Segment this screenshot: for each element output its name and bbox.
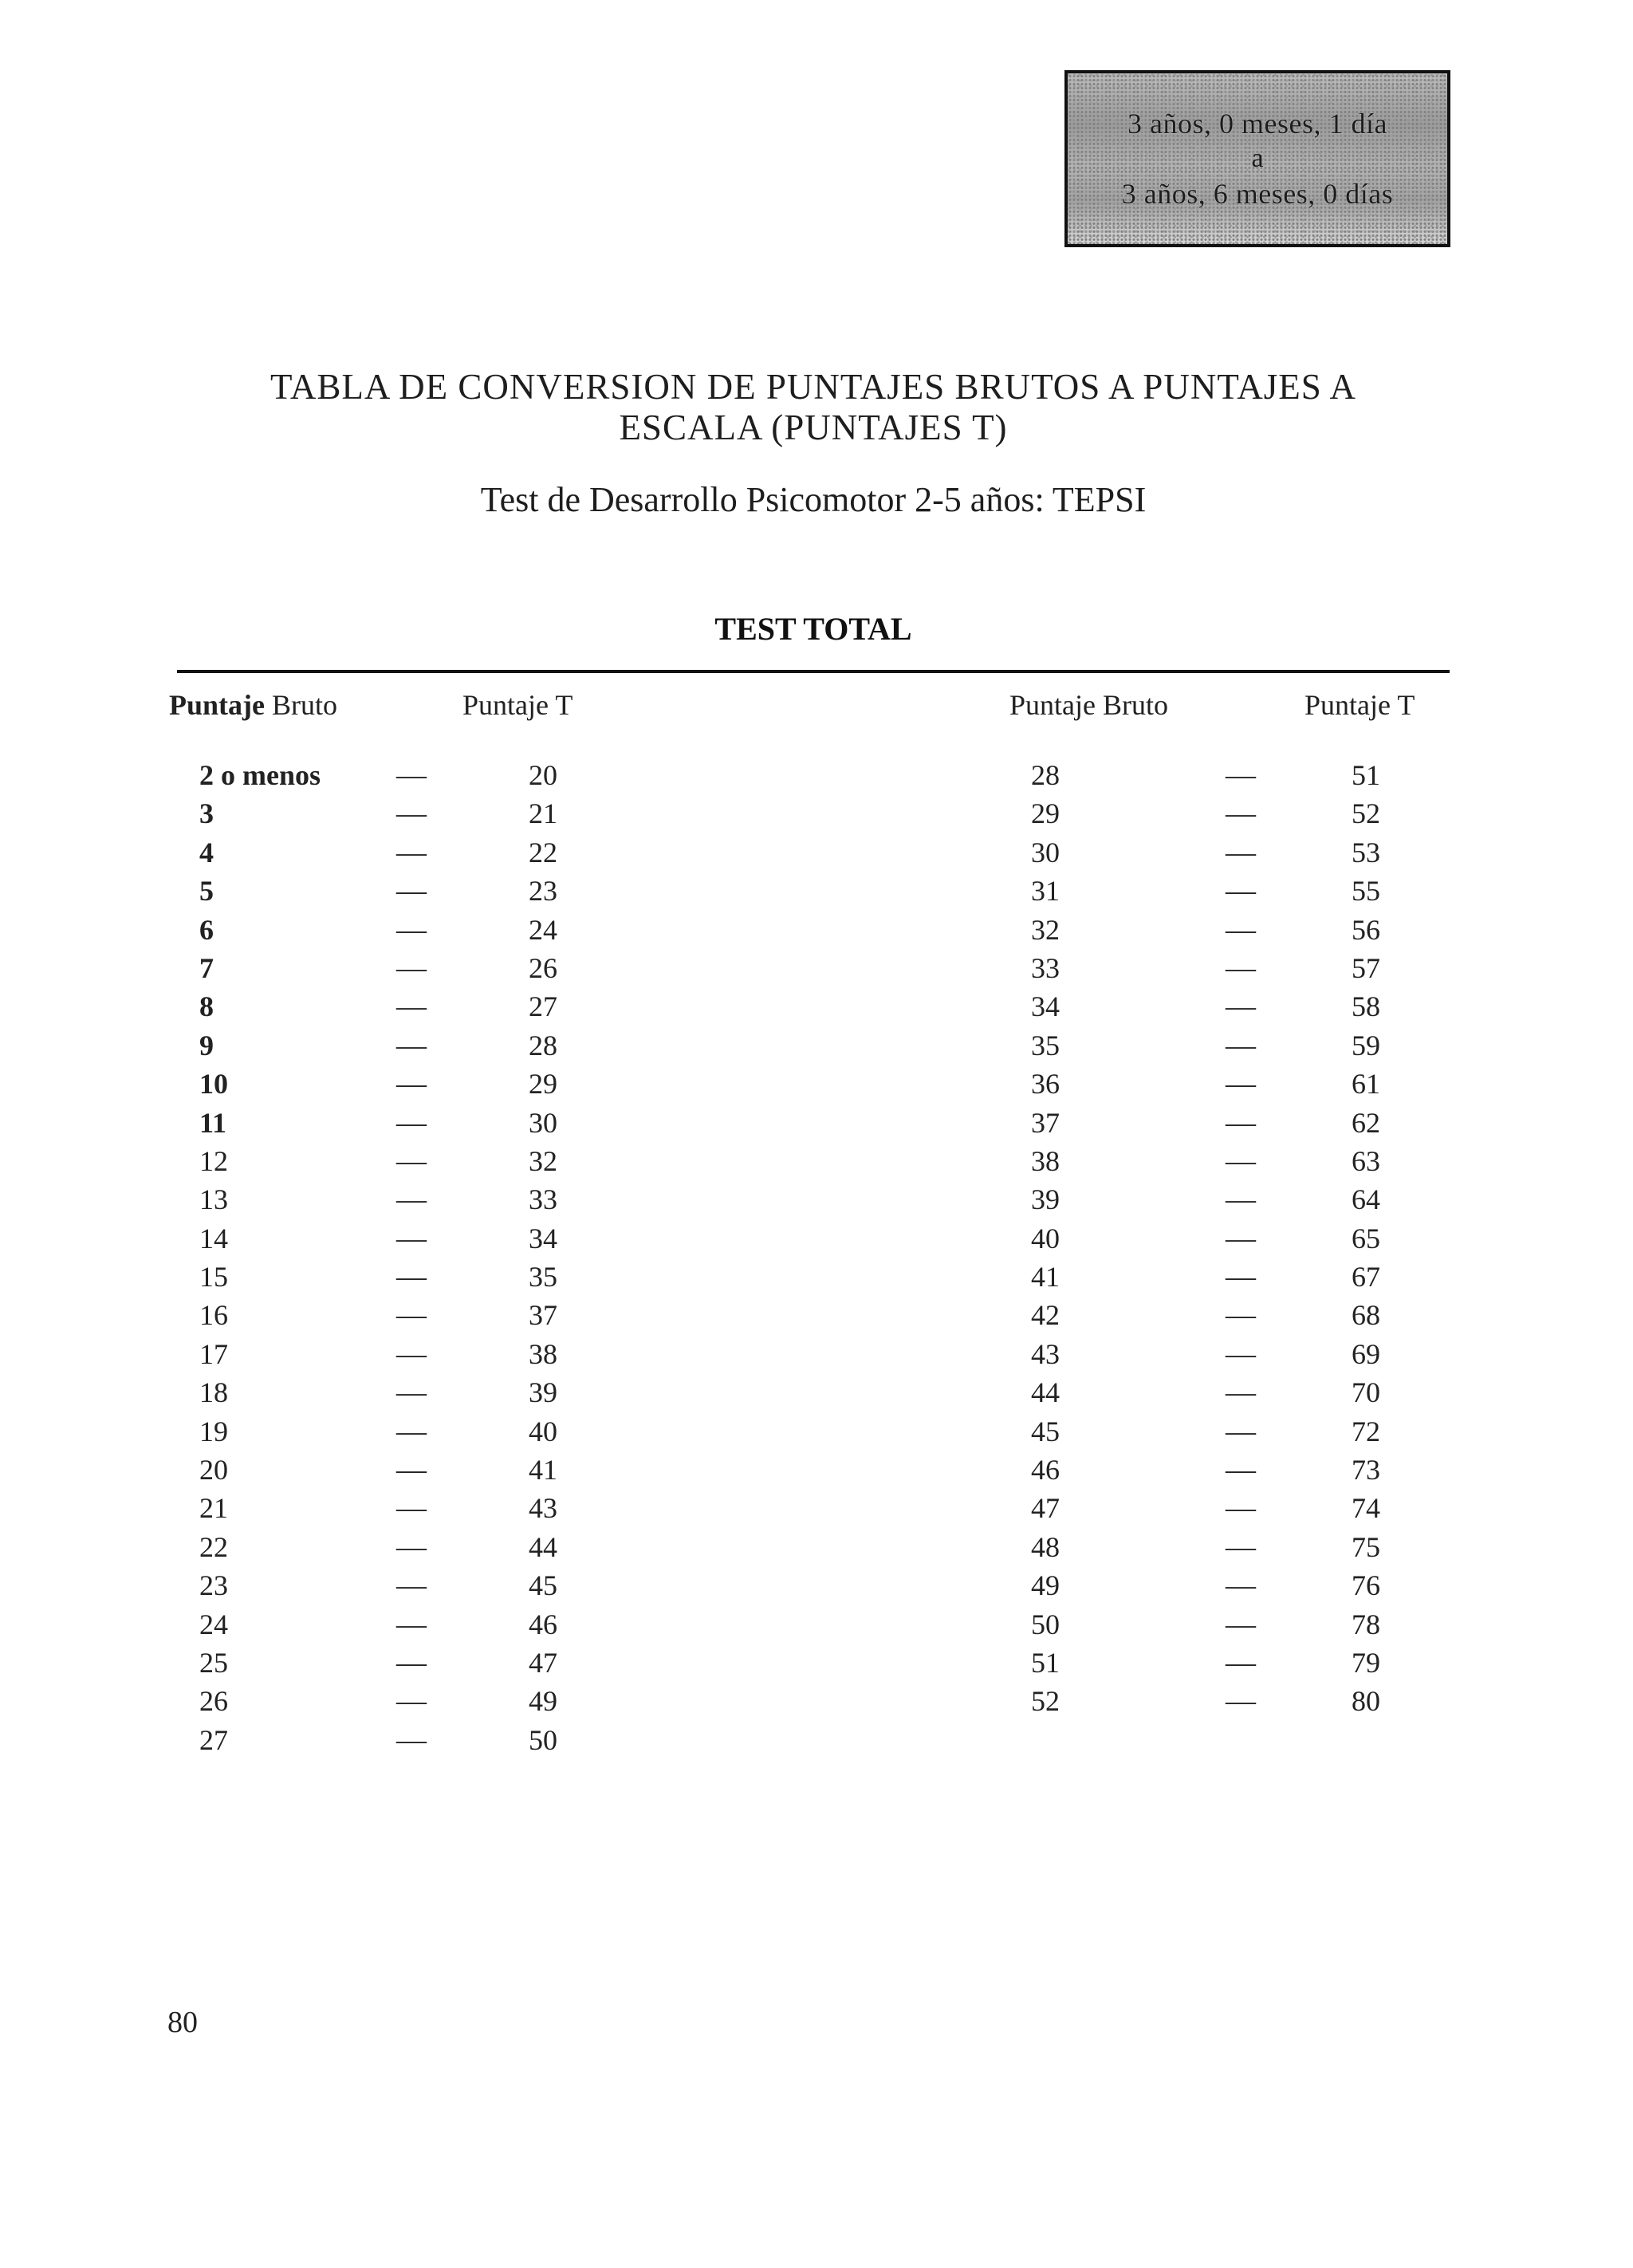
right-dash: — (1226, 1491, 1256, 1526)
page-number: 80 (167, 2006, 198, 2039)
left-raw-value: 11 (199, 1106, 227, 1139)
left-t-value: 28 (529, 1029, 557, 1061)
right-raw-value: 43 (1031, 1337, 1060, 1370)
left-raw-value: 15 (199, 1261, 228, 1293)
left-raw-value: 21 (199, 1492, 228, 1525)
right-dash: — (1226, 1530, 1256, 1564)
right-raw-value: 40 (1031, 1222, 1060, 1254)
left-t-value: 47 (529, 1646, 557, 1679)
right-dash-column (1217, 756, 1265, 1721)
right-raw-value: 51 (1031, 1646, 1060, 1679)
right-t-value: 70 (1352, 1376, 1380, 1409)
right-t-value: 79 (1352, 1646, 1380, 1679)
left-dash: — (396, 1414, 427, 1448)
left-dash: — (396, 1028, 427, 1062)
left-raw-value: 26 (199, 1685, 228, 1718)
right-raw-value: 34 (1031, 990, 1060, 1023)
left-dash: — (396, 874, 427, 908)
right-t-value: 75 (1352, 1530, 1380, 1563)
right-raw-value: 28 (1031, 759, 1060, 791)
left-t-value: 37 (529, 1299, 557, 1332)
right-t-value: 64 (1352, 1183, 1380, 1216)
left-t-value: 39 (529, 1376, 557, 1409)
right-raw-value: 32 (1031, 913, 1060, 946)
left-dash: — (396, 1491, 427, 1526)
left-t-value: 41 (529, 1454, 557, 1486)
right-t-value: 58 (1352, 990, 1380, 1023)
left-raw-value: 12 (199, 1144, 228, 1177)
right-dash: — (1226, 1144, 1256, 1178)
left-raw-value: 13 (199, 1183, 228, 1216)
right-raw-value: 37 (1031, 1106, 1060, 1139)
left-t-value: 38 (529, 1337, 557, 1370)
left-raw-value: 23 (199, 1569, 228, 1602)
left-dash: — (396, 797, 427, 831)
right-t-value: 67 (1352, 1261, 1380, 1293)
right-dash: — (1226, 1376, 1256, 1410)
right-dash: — (1226, 1105, 1256, 1140)
right-t-column (1340, 756, 1392, 1721)
left-raw-value: 3 (199, 797, 214, 830)
right-t-value: 65 (1352, 1222, 1380, 1254)
left-raw-value: 24 (199, 1608, 228, 1640)
document-title-line-2: ESCALA (PUNTAJES T) (619, 408, 1008, 447)
header-left-raw-bold: Puntaje (169, 689, 265, 721)
right-t-value: 74 (1352, 1492, 1380, 1525)
left-dash: — (396, 1645, 427, 1679)
right-raw-value: 50 (1031, 1608, 1060, 1640)
left-raw-value: 14 (199, 1222, 228, 1254)
left-t-column (517, 756, 569, 1759)
header-left-raw (169, 687, 337, 723)
left-dash: — (396, 1105, 427, 1140)
left-dash: — (396, 1684, 427, 1719)
age-range-box (1064, 70, 1450, 247)
right-raw-value: 48 (1031, 1530, 1060, 1563)
left-raw-value: 27 (199, 1723, 228, 1756)
right-raw-value: 36 (1031, 1068, 1060, 1101)
right-dash: — (1226, 1260, 1256, 1294)
left-raw-value: 4 (199, 836, 214, 868)
right-raw-value: 31 (1031, 875, 1060, 908)
right-dash: — (1226, 1414, 1256, 1448)
right-dash: — (1226, 758, 1256, 792)
right-raw-value: 39 (1031, 1183, 1060, 1216)
right-dash: — (1226, 797, 1256, 831)
right-dash: — (1226, 1183, 1256, 1217)
left-raw-value: 20 (199, 1454, 228, 1486)
right-t-value: 61 (1352, 1068, 1380, 1101)
right-t-value: 56 (1352, 913, 1380, 946)
left-dash: — (396, 990, 427, 1024)
right-dash: — (1226, 1684, 1256, 1719)
left-t-value: 27 (529, 990, 557, 1023)
header-right-raw: Puntaje Bruto (1009, 689, 1168, 721)
right-raw-value: 52 (1031, 1685, 1060, 1718)
header-right-t: Puntaje T (1304, 689, 1415, 721)
left-t-value: 50 (529, 1723, 557, 1756)
right-t-value: 55 (1352, 875, 1380, 908)
section-title: TEST TOTAL (714, 611, 912, 647)
left-dash: — (396, 1530, 427, 1564)
left-t-value: 35 (529, 1261, 557, 1293)
left-dash: — (396, 1183, 427, 1217)
right-t-value: 52 (1352, 797, 1380, 830)
left-t-value: 33 (529, 1183, 557, 1216)
right-raw-value: 42 (1031, 1299, 1060, 1332)
left-t-value: 34 (529, 1222, 557, 1254)
right-raw-value: 33 (1031, 951, 1060, 984)
left-raw-value: 7 (199, 951, 214, 984)
left-dash: — (396, 1453, 427, 1487)
left-dash: — (396, 1723, 427, 1757)
right-dash: — (1226, 1221, 1256, 1255)
right-raw-value: 46 (1031, 1454, 1060, 1486)
right-raw-value: 35 (1031, 1029, 1060, 1061)
left-t-value: 45 (529, 1569, 557, 1602)
left-raw-value: 8 (199, 990, 214, 1023)
left-dash: — (396, 1569, 427, 1603)
age-range-start: 3 años, 0 meses, 1 día (1127, 108, 1387, 140)
right-raw-value: 29 (1031, 797, 1060, 830)
right-t-value: 59 (1352, 1029, 1380, 1061)
right-t-value: 69 (1352, 1337, 1380, 1370)
right-t-value: 73 (1352, 1454, 1380, 1486)
right-dash: — (1226, 1453, 1256, 1487)
left-dash: — (396, 1376, 427, 1410)
left-t-value: 20 (529, 759, 557, 791)
right-raw-value: 38 (1031, 1144, 1060, 1177)
right-t-value: 80 (1352, 1685, 1380, 1718)
document-title-line-1: TABLA DE CONVERSION DE PUNTAJES BRUTOS A PUNTAJES A (270, 367, 1357, 407)
right-raw-value: 45 (1031, 1415, 1060, 1447)
header-left-t: Puntaje T (462, 689, 573, 721)
left-raw-value: 25 (199, 1646, 228, 1679)
right-dash: — (1226, 1607, 1256, 1641)
right-dash: — (1226, 1028, 1256, 1062)
right-raw-value: 47 (1031, 1492, 1060, 1525)
right-t-value: 78 (1352, 1608, 1380, 1640)
right-dash: — (1226, 1337, 1256, 1371)
left-t-value: 24 (529, 913, 557, 946)
left-t-value: 40 (529, 1415, 557, 1447)
left-raw-value: 22 (199, 1530, 228, 1563)
left-raw-column (199, 756, 321, 1759)
right-t-value: 63 (1352, 1144, 1380, 1177)
age-range-connector: a (1251, 144, 1264, 173)
left-dash: — (396, 1221, 427, 1255)
right-t-value: 62 (1352, 1106, 1380, 1139)
left-raw-value: 9 (199, 1029, 214, 1061)
right-dash: — (1226, 951, 1256, 985)
right-dash: — (1226, 912, 1256, 947)
right-t-value: 57 (1352, 951, 1380, 984)
left-raw-value: 2 o menos (199, 759, 321, 791)
header-left-raw-rest: Bruto (265, 689, 338, 721)
right-dash: — (1226, 1067, 1256, 1101)
header-rule (177, 670, 1450, 673)
left-t-value: 29 (529, 1068, 557, 1101)
left-raw-value: 10 (199, 1068, 228, 1101)
right-raw-value: 49 (1031, 1569, 1060, 1602)
right-dash: — (1226, 1645, 1256, 1679)
left-raw-value: 18 (199, 1376, 228, 1409)
left-dash: — (396, 1607, 427, 1641)
left-t-value: 26 (529, 951, 557, 984)
left-dash: — (396, 1337, 427, 1371)
document-subtitle: Test de Desarrollo Psicomotor 2-5 años: TEPSI (480, 480, 1147, 519)
left-t-value: 44 (529, 1530, 557, 1563)
left-dash: — (396, 951, 427, 985)
left-t-value: 43 (529, 1492, 557, 1525)
left-dash: — (396, 1144, 427, 1178)
right-t-value: 76 (1352, 1569, 1380, 1602)
left-t-value: 32 (529, 1144, 557, 1177)
left-dash: — (396, 1067, 427, 1101)
left-t-value: 21 (529, 797, 557, 830)
age-range-end: 3 años, 6 meses, 0 días (1121, 178, 1394, 210)
left-raw-value: 19 (199, 1415, 228, 1447)
left-dash: — (396, 835, 427, 869)
left-t-value: 49 (529, 1685, 557, 1718)
left-raw-value: 6 (199, 913, 214, 946)
right-t-value: 53 (1352, 836, 1380, 868)
right-raw-value: 41 (1031, 1261, 1060, 1293)
left-t-value: 23 (529, 875, 557, 908)
left-dash: — (396, 1260, 427, 1294)
right-raw-value: 44 (1031, 1376, 1060, 1409)
left-dash: — (396, 758, 427, 792)
left-dash-column (388, 756, 435, 1759)
left-t-value: 46 (529, 1608, 557, 1640)
left-raw-value: 16 (199, 1299, 228, 1332)
left-raw-value: 5 (199, 875, 214, 908)
right-t-value: 51 (1352, 759, 1380, 791)
right-dash: — (1226, 1298, 1256, 1333)
right-dash: — (1226, 874, 1256, 908)
right-raw-column (1019, 756, 1072, 1721)
right-t-value: 72 (1352, 1415, 1380, 1447)
right-dash: — (1226, 1569, 1256, 1603)
left-dash: — (396, 1298, 427, 1333)
left-dash: — (396, 912, 427, 947)
right-t-value: 68 (1352, 1299, 1380, 1332)
right-dash: — (1226, 990, 1256, 1024)
left-t-value: 30 (529, 1106, 557, 1139)
right-dash: — (1226, 835, 1256, 869)
left-t-value: 22 (529, 836, 557, 868)
right-raw-value: 30 (1031, 836, 1060, 868)
left-raw-value: 17 (199, 1337, 228, 1370)
